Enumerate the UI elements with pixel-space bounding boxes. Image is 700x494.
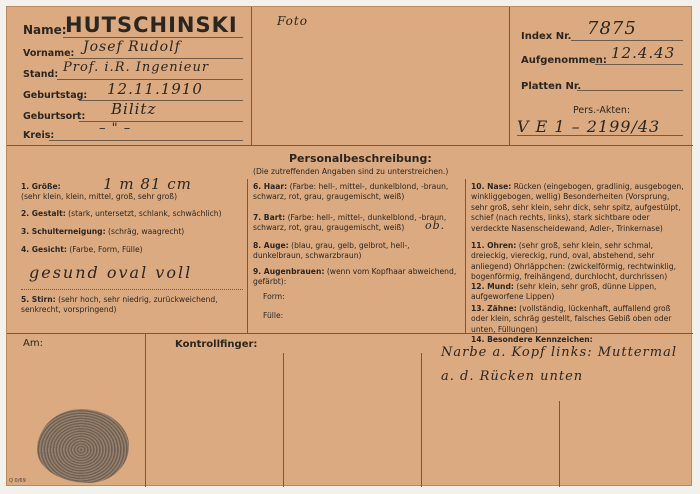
nase-label: 10. Nase: xyxy=(471,182,512,191)
item-auge xyxy=(253,241,461,262)
item-mund xyxy=(471,282,685,303)
divider-photo-right xyxy=(509,7,510,145)
platten-underline xyxy=(577,90,683,91)
gestalt-options: (stark, untersetzt, schlank, schwächlich) xyxy=(68,209,222,218)
zaehne-label: 13. Zähne: xyxy=(471,304,517,313)
bart-options: (Farbe: hell-, mittel-, dunkelblond, -braun, schwarz, rot, grau, graugemischt, weiß) xyxy=(253,213,447,233)
kreis-underline xyxy=(49,140,243,141)
auge-options: (blau, grau, gelb, gelbrot, hell-, dunkelbraun, schwarzbraun) xyxy=(253,241,410,261)
groesse-value: 1 m 81 cm xyxy=(103,175,192,193)
divider-col-1 xyxy=(247,179,248,333)
fingerprint-impression xyxy=(37,409,129,483)
item-stirn xyxy=(21,295,243,316)
item-zaehne xyxy=(471,304,685,335)
schulter-options: (schräg, waagrecht) xyxy=(108,227,185,236)
kreis-value: – " – xyxy=(99,121,132,136)
form-label: Form: xyxy=(263,292,285,301)
stand-value: Prof. i.R. Ingenieur xyxy=(63,60,210,75)
divider-finger-2 xyxy=(283,353,284,487)
geburtsort-value: Bilitz xyxy=(111,100,157,118)
pers-akten-value: V E 1 – 2199/43 xyxy=(517,117,661,136)
aufgenommen-label: Aufgenommen: xyxy=(521,55,607,66)
zaehne-options: (vollständig, lückenhaft, auffallend groß oder klein, schräg gestellt, falsches Gebiß oben oder unten, Füllungen) xyxy=(471,304,672,334)
fuelle-label: Fülle: xyxy=(263,311,284,320)
divider-col-2 xyxy=(465,179,466,333)
platten-label: Platten Nr. xyxy=(521,81,582,92)
foto-label: Foto xyxy=(277,14,308,28)
item-gesicht xyxy=(21,245,241,255)
vorname-underline xyxy=(69,58,243,59)
index-value: 7875 xyxy=(587,18,637,39)
identification-card xyxy=(6,6,692,486)
geburtstag-value: 12.11.1910 xyxy=(107,80,203,98)
stirn-label: 5. Stirn: xyxy=(21,295,56,304)
bart-label: 7. Bart: xyxy=(253,213,286,222)
geburtstag-label: Geburtstag: xyxy=(23,90,88,101)
haar-options: (Farbe: hell-, mittel-, dunkelblond, -braun, schwarz, rot, grau, graugemischt, weiß) xyxy=(253,182,449,202)
gesicht-label: 4. Gesicht: xyxy=(21,245,67,254)
personalbeschreibung-title: Personalbeschreibung: xyxy=(289,152,432,165)
personalbeschreibung-subtitle: (Die zutreffenden Angaben sind zu unterstreichen.) xyxy=(253,167,449,176)
haar-label: 6. Haar: xyxy=(253,182,288,191)
aufgenommen-underline xyxy=(595,64,683,65)
kreis-label: Kreis: xyxy=(23,130,55,141)
divider-finger-4 xyxy=(559,401,560,487)
kontrollfinger-label: Kontrollfinger: xyxy=(175,339,258,350)
gesicht-value: gesund oval voll xyxy=(29,263,193,282)
divider-finger-3 xyxy=(421,353,422,487)
name-label: Name: xyxy=(23,23,67,37)
groesse-options: (sehr klein, klein, mittel, groß, sehr groß) xyxy=(21,192,178,202)
groesse-label: 1. Größe: xyxy=(21,182,61,191)
item-schulterneigung xyxy=(21,227,241,237)
augenbrauen-options: (wenn vom Kopfhaar abweichend, gefärbt): xyxy=(253,267,457,287)
item-gestalt xyxy=(21,209,241,219)
ohren-label: 11. Ohren: xyxy=(471,241,517,250)
pers-akten-label: Pers.-Akten: xyxy=(573,105,631,116)
item-ohren xyxy=(471,241,685,283)
item-nase xyxy=(471,182,685,234)
name-underline xyxy=(63,37,243,38)
stand-label: Stand: xyxy=(23,69,59,80)
stirn-options: (sehr hoch, sehr niedrig, zurückweichend, senkrecht, vorspringend) xyxy=(21,295,218,315)
index-underline xyxy=(571,40,683,41)
print-code: Q 0/69 xyxy=(9,478,26,484)
aufgenommen-value: 12.4.43 xyxy=(611,44,676,62)
mund-options: (sehr klein, sehr groß, dünne Lippen, aufgeworfene Lippen) xyxy=(471,282,657,302)
auge-label: 8. Auge: xyxy=(253,241,289,250)
am-label: Am: xyxy=(23,338,43,349)
name-value: HUTSCHINSKI xyxy=(65,13,238,37)
ohren-options: (sehr groß, sehr klein, sehr schmal, dreieckig, viereckig, rund, oval, abstehend, sehr anliegend) Ohrläppchen: (zwickelförmig, rechtwinklig, bogenförmig, freihängend, durchlocht, durchrissen) xyxy=(471,241,677,282)
index-label: Index Nr. xyxy=(521,31,572,42)
augenbrauen-label: 9. Augenbrauen: xyxy=(253,267,325,276)
nase-options: Rücken (eingebogen, gradlinig, ausgebogen, winkliggebogen, wellig) Besonderheiten (Vorsprung, sehr groß, sehr klein, sehr dick, sehr spitz, aufgestülpt, schief (nach rechts, links), stark sichtbare oder verdeckte Nasenscheidewand, Adler-, Trinkernase) xyxy=(471,182,684,233)
vorname-value: Josef Rudolf xyxy=(83,39,181,55)
divider-finger-1 xyxy=(145,333,146,487)
gesicht-dotted-line xyxy=(21,289,243,290)
kennzeichen-label: 14. Besondere Kennzeichen: xyxy=(471,335,593,344)
vorname-label: Vorname: xyxy=(23,48,75,59)
item-haar xyxy=(253,182,461,203)
kennzeichen-value-line2: a. d. Rücken unten xyxy=(441,369,584,384)
geburtstag-underline xyxy=(79,100,243,101)
item-kennzeichen xyxy=(471,335,685,345)
divider-header xyxy=(7,145,693,146)
item-augenbrauen xyxy=(253,267,461,288)
bart-value: ob. xyxy=(425,219,446,232)
geburtsort-label: Geburtsort: xyxy=(23,111,86,122)
pers-akten-underline xyxy=(517,135,683,136)
divider-left-photo xyxy=(251,7,252,145)
gesicht-options: (Farbe, Form, Fülle) xyxy=(69,245,143,254)
schulter-label: 3. Schulterneigung: xyxy=(21,227,106,236)
kennzeichen-value-line1: Narbe a. Kopf links: Muttermal xyxy=(441,345,677,360)
mund-label: 12. Mund: xyxy=(471,282,514,291)
gestalt-label: 2. Gestalt: xyxy=(21,209,66,218)
item-groesse xyxy=(21,175,241,203)
